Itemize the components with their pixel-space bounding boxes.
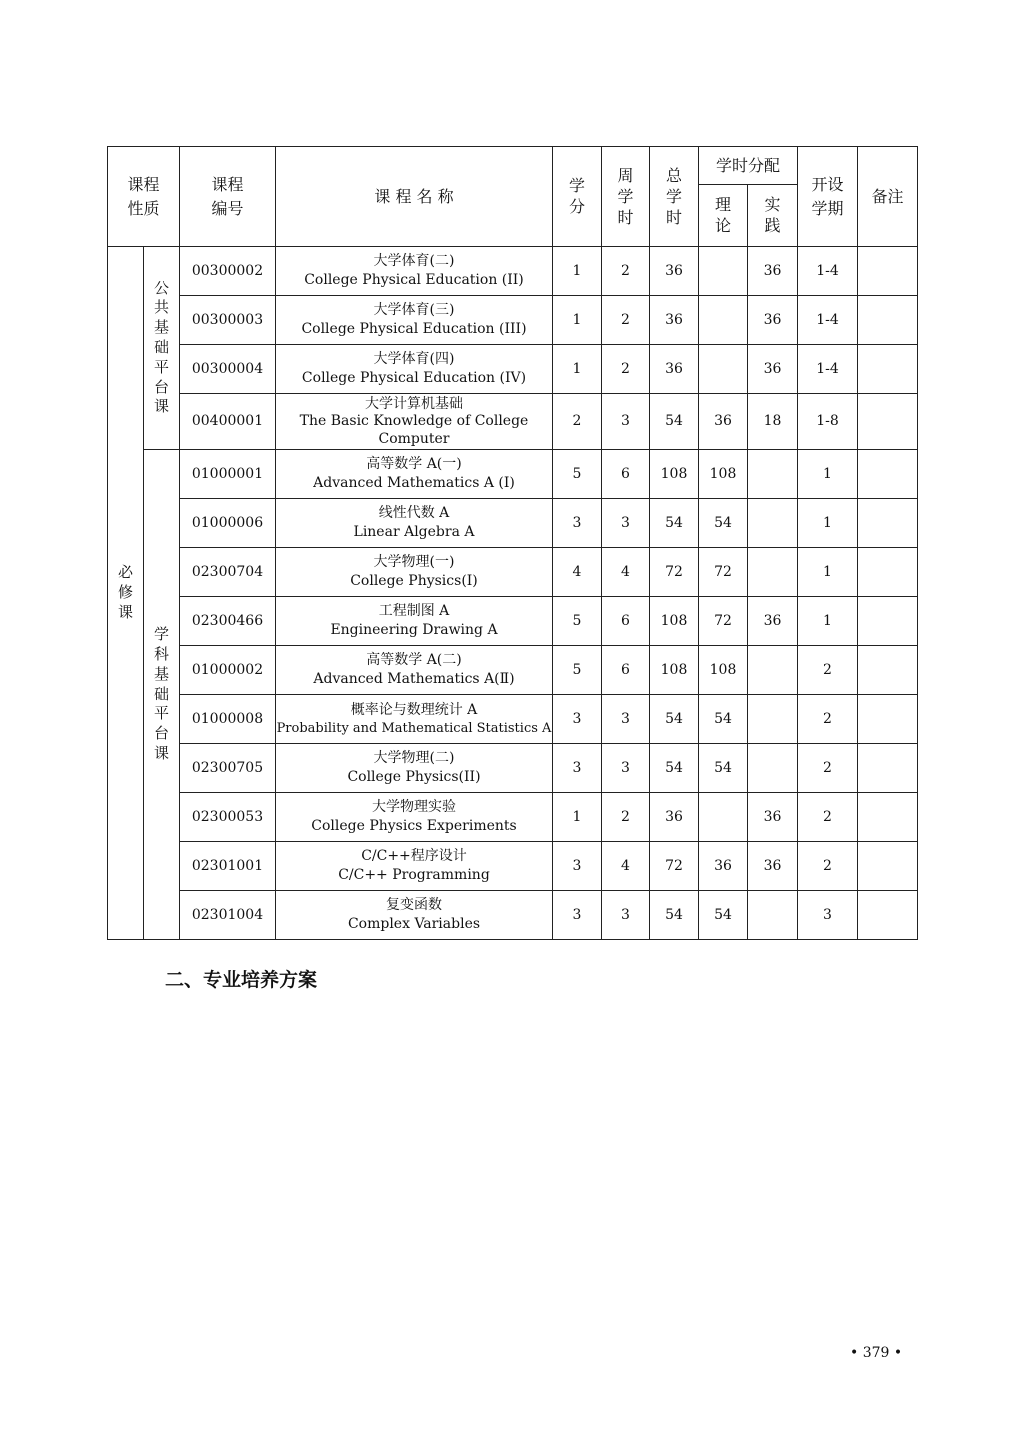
course-name: 大学物理实验 College Physics Experiments [276, 793, 553, 842]
course-code: 01000008 [180, 695, 276, 744]
course-semester: 2 [798, 695, 858, 744]
course-remarks [858, 394, 918, 450]
course-name: 大学计算机基础 The Basic Knowledge of College Computer [276, 394, 553, 450]
course-code: 02300053 [180, 793, 276, 842]
course-total-hours: 108 [650, 597, 699, 646]
course-name: 大学体育(二) College Physical Education (II) [276, 247, 553, 296]
course-total-hours: 36 [650, 345, 699, 394]
course-theory-hours: 54 [699, 695, 748, 744]
course-credits: 2 [553, 394, 602, 450]
course-theory-hours: 54 [699, 499, 748, 548]
course-total-hours: 108 [650, 646, 699, 695]
course-total-hours: 72 [650, 842, 699, 891]
course-remarks [858, 744, 918, 793]
course-remarks [858, 450, 918, 499]
course-total-hours: 72 [650, 548, 699, 597]
page-number: • 379 • [850, 1345, 903, 1361]
course-weekly-hours: 3 [602, 695, 650, 744]
course-code: 02300704 [180, 548, 276, 597]
header-total-hours: 总学时 [650, 147, 699, 247]
course-theory-hours [699, 296, 748, 345]
course-theory-hours: 54 [699, 744, 748, 793]
header-credits: 学分 [553, 147, 602, 247]
course-practice-hours: 36 [748, 793, 798, 842]
course-semester: 1 [798, 548, 858, 597]
course-theory-hours: 36 [699, 842, 748, 891]
group-compulsory: 必修课 [108, 247, 144, 940]
course-name: 大学物理(一) College Physics(I) [276, 548, 553, 597]
course-theory-hours: 108 [699, 646, 748, 695]
group-public-platform: 公共基础平台课 [144, 247, 180, 450]
course-credits: 1 [553, 247, 602, 296]
course-practice-hours [748, 499, 798, 548]
course-credits: 3 [553, 744, 602, 793]
course-name: 工程制图 A Engineering Drawing A [276, 597, 553, 646]
course-practice-hours [748, 450, 798, 499]
course-remarks [858, 646, 918, 695]
course-code: 00300004 [180, 345, 276, 394]
course-semester: 2 [798, 744, 858, 793]
course-weekly-hours: 2 [602, 296, 650, 345]
course-remarks [858, 695, 918, 744]
course-total-hours: 54 [650, 394, 699, 450]
course-practice-hours: 36 [748, 345, 798, 394]
course-remarks [858, 296, 918, 345]
course-semester: 1-4 [798, 345, 858, 394]
course-practice-hours [748, 891, 798, 940]
course-weekly-hours: 3 [602, 394, 650, 450]
header-hours-distribution: 学时分配 [699, 147, 798, 185]
course-remarks [858, 548, 918, 597]
course-practice-hours: 18 [748, 394, 798, 450]
course-semester: 2 [798, 842, 858, 891]
course-weekly-hours: 3 [602, 744, 650, 793]
course-credits: 1 [553, 296, 602, 345]
course-code: 01000006 [180, 499, 276, 548]
course-credits: 4 [553, 548, 602, 597]
course-theory-hours: 72 [699, 548, 748, 597]
course-remarks [858, 345, 918, 394]
header-semester: 开设学期 [798, 147, 858, 247]
course-code: 01000001 [180, 450, 276, 499]
header-course-code: 课程编号 [180, 147, 276, 247]
course-practice-hours: 36 [748, 247, 798, 296]
curriculum-table [107, 146, 918, 940]
course-credits: 3 [553, 695, 602, 744]
course-code: 02301004 [180, 891, 276, 940]
course-code: 00300003 [180, 296, 276, 345]
header-practice: 实践 [748, 185, 798, 247]
course-total-hours: 36 [650, 296, 699, 345]
course-practice-hours [748, 744, 798, 793]
course-semester: 1 [798, 597, 858, 646]
course-weekly-hours: 2 [602, 247, 650, 296]
course-code: 02300466 [180, 597, 276, 646]
course-weekly-hours: 3 [602, 891, 650, 940]
course-practice-hours [748, 548, 798, 597]
course-weekly-hours: 6 [602, 597, 650, 646]
course-practice-hours: 36 [748, 296, 798, 345]
course-semester: 2 [798, 793, 858, 842]
course-name: 大学物理(二) College Physics(II) [276, 744, 553, 793]
header-theory: 理论 [699, 185, 748, 247]
course-total-hours: 54 [650, 891, 699, 940]
course-credits: 1 [553, 345, 602, 394]
course-theory-hours: 54 [699, 891, 748, 940]
course-name: C/C++程序设计 C/C++ Programming [276, 842, 553, 891]
course-semester: 1-4 [798, 247, 858, 296]
course-weekly-hours: 4 [602, 548, 650, 597]
course-weekly-hours: 4 [602, 842, 650, 891]
course-total-hours: 36 [650, 793, 699, 842]
course-credits: 1 [553, 793, 602, 842]
course-remarks [858, 247, 918, 296]
course-weekly-hours: 2 [602, 345, 650, 394]
course-total-hours: 54 [650, 744, 699, 793]
course-name: 线性代数 A Linear Algebra A [276, 499, 553, 548]
header-remarks: 备注 [858, 147, 918, 247]
course-name: 概率论与数理统计 A Probability and Mathematical Statistics A [276, 695, 553, 744]
course-weekly-hours: 6 [602, 450, 650, 499]
course-weekly-hours: 2 [602, 793, 650, 842]
course-practice-hours [748, 695, 798, 744]
course-theory-hours: 72 [699, 597, 748, 646]
header-weekly-hours: 周学时 [602, 147, 650, 247]
course-theory-hours: 36 [699, 394, 748, 450]
course-credits: 5 [553, 450, 602, 499]
course-semester: 1 [798, 450, 858, 499]
group-subject-platform: 学科基础平台课 [144, 450, 180, 940]
course-semester: 1-4 [798, 296, 858, 345]
course-credits: 3 [553, 842, 602, 891]
course-weekly-hours: 3 [602, 499, 650, 548]
course-code: 00400001 [180, 394, 276, 450]
course-weekly-hours: 6 [602, 646, 650, 695]
course-credits: 3 [553, 891, 602, 940]
course-theory-hours [699, 793, 748, 842]
course-remarks [858, 499, 918, 548]
course-total-hours: 108 [650, 450, 699, 499]
course-remarks [858, 793, 918, 842]
course-practice-hours: 36 [748, 842, 798, 891]
course-semester: 2 [798, 646, 858, 695]
header-course-nature: 课程性质 [108, 147, 180, 247]
header-course-name: 课 程 名 称 [276, 147, 553, 247]
course-name: 大学体育(四) College Physical Education (IV) [276, 345, 553, 394]
course-theory-hours [699, 247, 748, 296]
section-heading: 二、专业培养方案 [165, 969, 318, 991]
course-semester: 3 [798, 891, 858, 940]
course-code: 02301001 [180, 842, 276, 891]
course-practice-hours: 36 [748, 597, 798, 646]
course-code: 01000002 [180, 646, 276, 695]
course-credits: 3 [553, 499, 602, 548]
course-remarks [858, 597, 918, 646]
course-name: 高等数学 A(二) Advanced Mathematics A(Ⅱ) [276, 646, 553, 695]
course-theory-hours: 108 [699, 450, 748, 499]
course-total-hours: 36 [650, 247, 699, 296]
course-theory-hours [699, 345, 748, 394]
course-total-hours: 54 [650, 499, 699, 548]
course-remarks [858, 842, 918, 891]
course-name: 高等数学 A(一) Advanced Mathematics A (Ⅰ) [276, 450, 553, 499]
course-total-hours: 54 [650, 695, 699, 744]
course-semester: 1 [798, 499, 858, 548]
course-credits: 5 [553, 646, 602, 695]
course-remarks [858, 891, 918, 940]
course-code: 00300002 [180, 247, 276, 296]
course-practice-hours [748, 646, 798, 695]
course-name: 大学体育(三) College Physical Education (III) [276, 296, 553, 345]
course-code: 02300705 [180, 744, 276, 793]
course-credits: 5 [553, 597, 602, 646]
course-semester: 1-8 [798, 394, 858, 450]
course-name: 复变函数 Complex Variables [276, 891, 553, 940]
